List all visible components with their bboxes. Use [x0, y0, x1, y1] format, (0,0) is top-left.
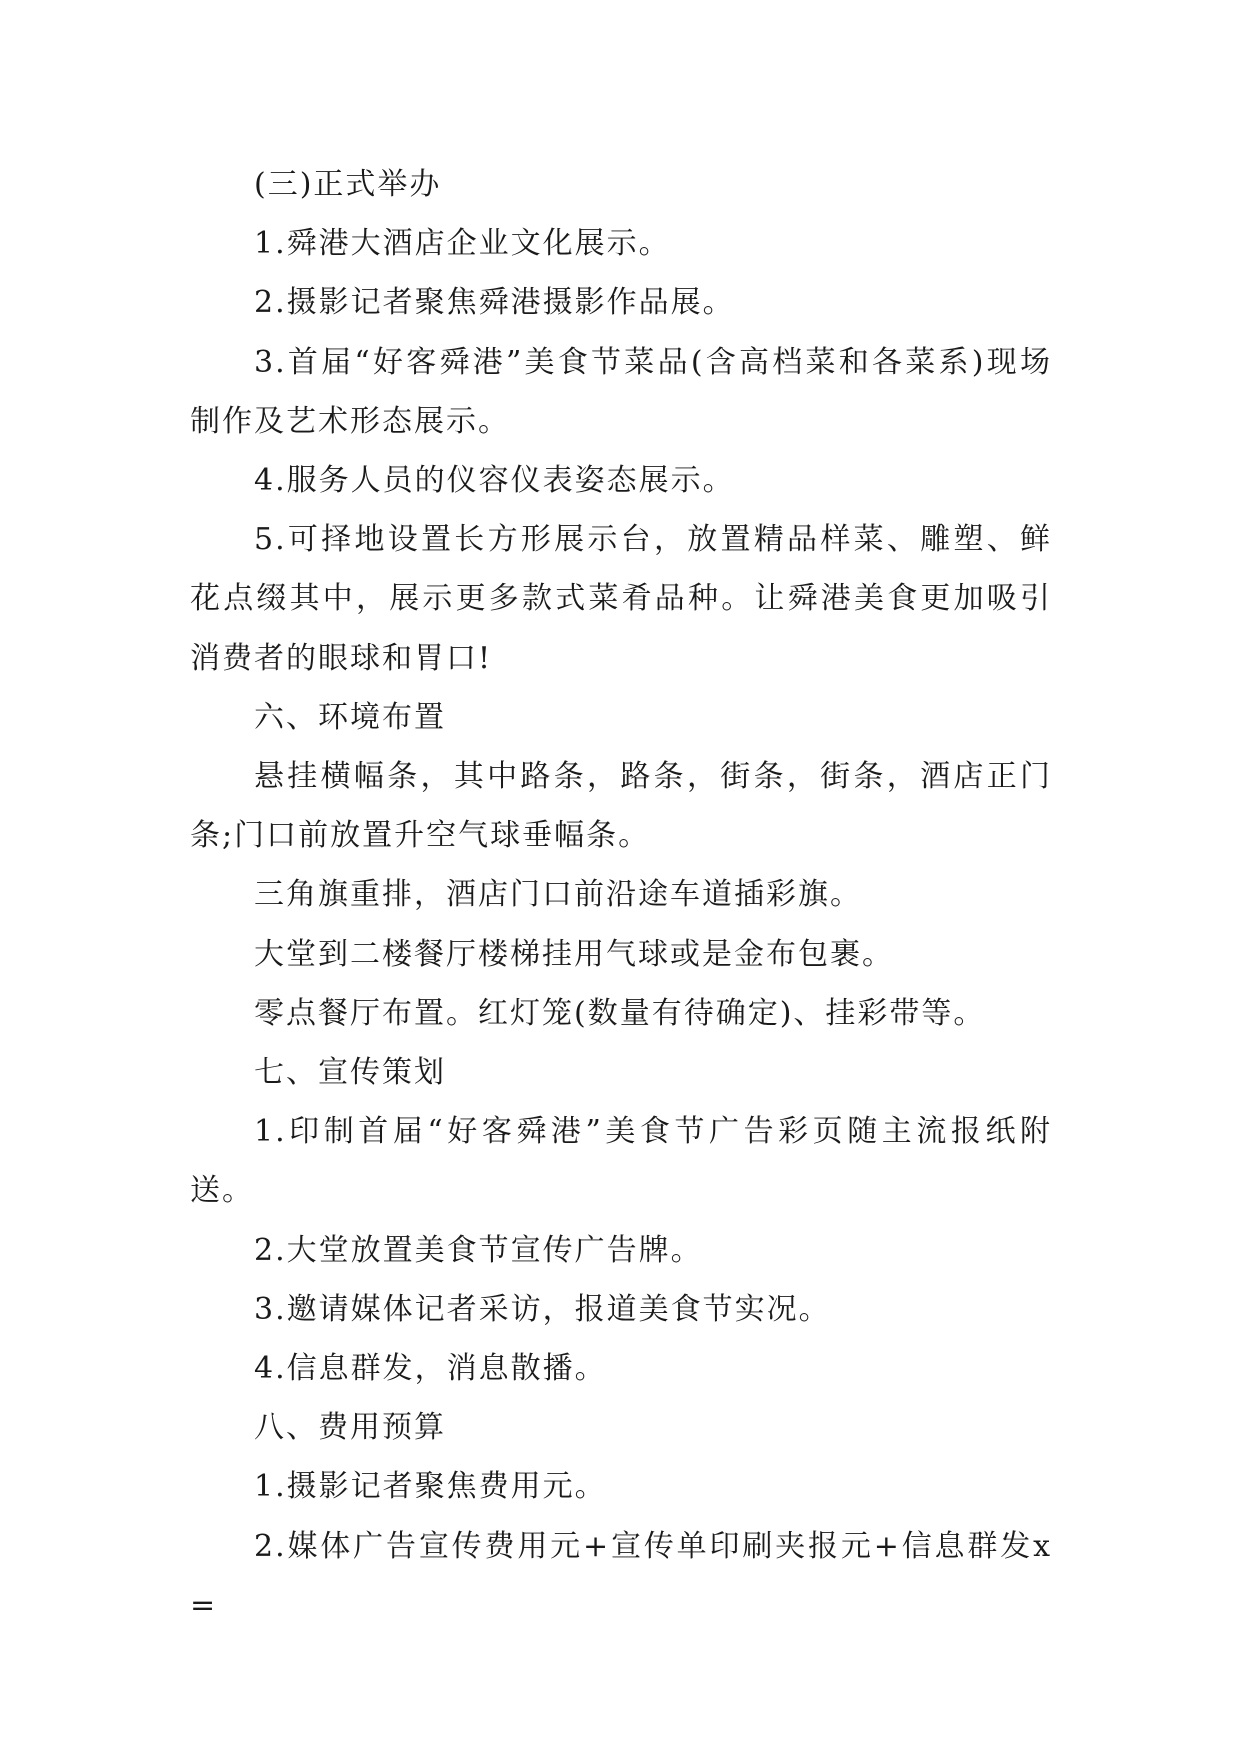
list-item: 2.大堂放置美食节宣传广告牌。 [254, 1232, 703, 1268]
paragraph: 大堂到二楼餐厅楼梯挂用气球或是金布包裹。 [254, 936, 894, 972]
paragraph: 三角旗重排，酒店门口前沿途车道插彩旗。 [254, 877, 862, 913]
list-item: 5.可择地设置长方形展示台，放置精品样菜、雕塑、鲜花点缀其中，展示更多款式菜肴品种。让舜港美食更加吸引消费者的眼球和胃口! [190, 522, 1052, 676]
paragraph: 零点餐厅布置。红灯笼(数量有待确定)、挂彩带等。 [254, 995, 986, 1031]
section-heading-promotion: 七、宣传策划 [254, 1055, 446, 1091]
list-item: 1.摄影记者聚焦费用元。 [254, 1469, 607, 1505]
list-item: 1.印制首届“好客舜港”美食节广告彩页随主流报纸附送。 [190, 1114, 1052, 1209]
list-item: 4.信息群发，消息散播。 [254, 1351, 607, 1387]
section-heading-budget: 八、费用预算 [254, 1410, 446, 1446]
section-heading-formal-event: (三)正式举办 [254, 167, 442, 202]
paragraph: 悬挂横幅条，其中路条，路条，街条，街条，酒店正门条;门口前放置升空气球垂幅条。 [190, 759, 1052, 854]
section-heading-environment: 六、环境布置 [254, 699, 446, 735]
document-body [190, 155, 1052, 1635]
list-item: 1.舜港大酒店企业文化展示。 [254, 226, 671, 262]
list-item: 2.摄影记者聚焦舜港摄影作品展。 [254, 285, 735, 321]
list-item: 4.服务人员的仪容仪表姿态展示。 [254, 463, 735, 499]
list-item: 3.邀请媒体记者采访，报道美食节实况。 [254, 1291, 831, 1327]
list-item: 3.首届“好客舜港”美食节菜品(含高档菜和各菜系)现场制作及艺术形态展示。 [190, 344, 1052, 439]
list-item: 2.媒体广告宣传费用元+宣传单印刷夹报元+信息群发x= [190, 1528, 1052, 1623]
